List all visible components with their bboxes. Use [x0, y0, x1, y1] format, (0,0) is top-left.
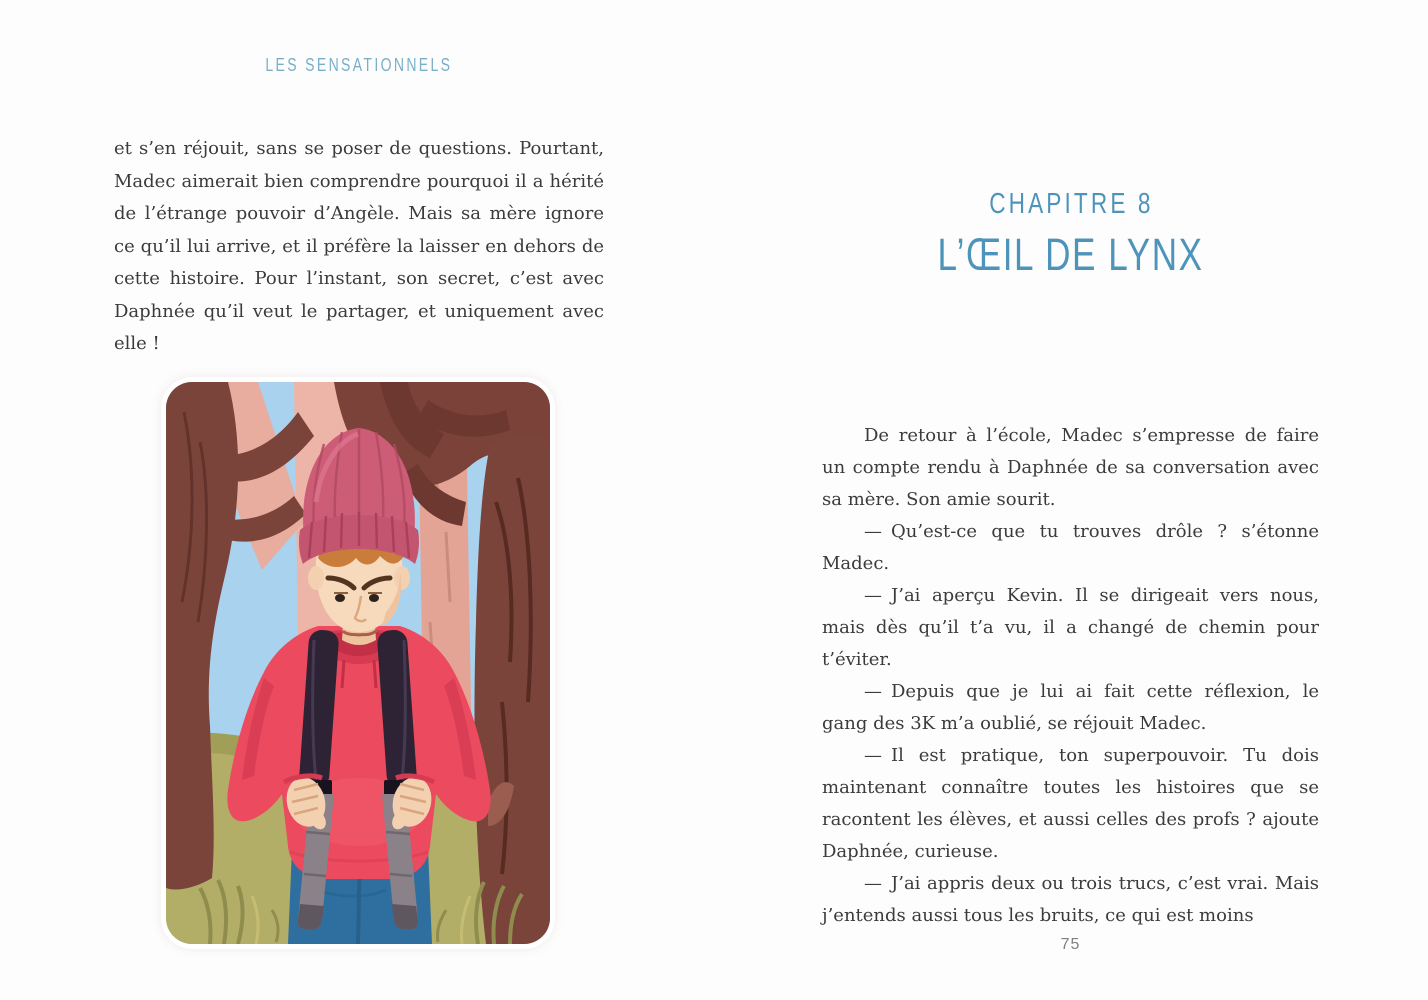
- body-paragraph: — J’ai aperçu Kevin. Il se dirigeait vers nous, mais dès qu’il t’a vu, il a changé de chemin pour t’éviter.: [822, 585, 1319, 670]
- body-paragraph: — Depuis que je lui ai fait cette réflexion, le gang des 3K m’a oublié, se réjouit Madec.: [822, 681, 1319, 734]
- body-paragraph: — J’ai appris deux ou trois trucs, c’est vrai. Mais j’entends aussi tous les bruits, ce qui est moins: [822, 873, 1319, 926]
- chapter-label: [822, 188, 1320, 221]
- running-header: [114, 55, 604, 76]
- body-paragraph: De retour à l’école, Madec s’empresse de faire un compte rendu à Daphnée de sa conversation avec sa mère. Son amie sourit.: [822, 425, 1319, 510]
- chapter-title-text: L’ŒIL DE LYNX: [937, 229, 1205, 280]
- ear-right: [394, 566, 410, 590]
- running-header-text: LES SENSATIONNELS: [265, 55, 453, 75]
- page-number: 75: [1060, 936, 1081, 953]
- body-paragraph: et s’en réjouit, sans se poser de questions. Pourtant, Madec aimerait bien comprendre pourquoi il a hérité de l’étrange pouvoir d’Angèle. Mais sa mère ignore ce qu’il lui arrive, et il préfère la laisser en dehors de cette histoire. Pour l’instant, son secret, c’est avec Daphnée qu’il veut le partager, et uniquement avec elle !: [114, 138, 604, 354]
- tree-right: [474, 436, 550, 944]
- left-text-block: [114, 133, 604, 361]
- eye-left: [335, 594, 345, 602]
- chapter-label-text: CHAPITRE 8: [988, 188, 1154, 220]
- forest-boy-illustration: [166, 382, 550, 944]
- chapter-title: [822, 229, 1320, 281]
- ear-left: [308, 566, 324, 590]
- body-paragraph: — Qu’est-ce que tu trouves drôle ? s’étonne Madec.: [822, 521, 1319, 574]
- right-text-block: [822, 420, 1319, 932]
- illustration-svg: [166, 382, 550, 944]
- eye-right: [369, 594, 379, 602]
- body-paragraph: — Il est pratique, ton superpouvoir. Tu dois maintenant connaître toutes les histoires que se racontent les élèves, et aussi celles des profs ? ajoute Daphnée, curieuse.: [822, 745, 1319, 862]
